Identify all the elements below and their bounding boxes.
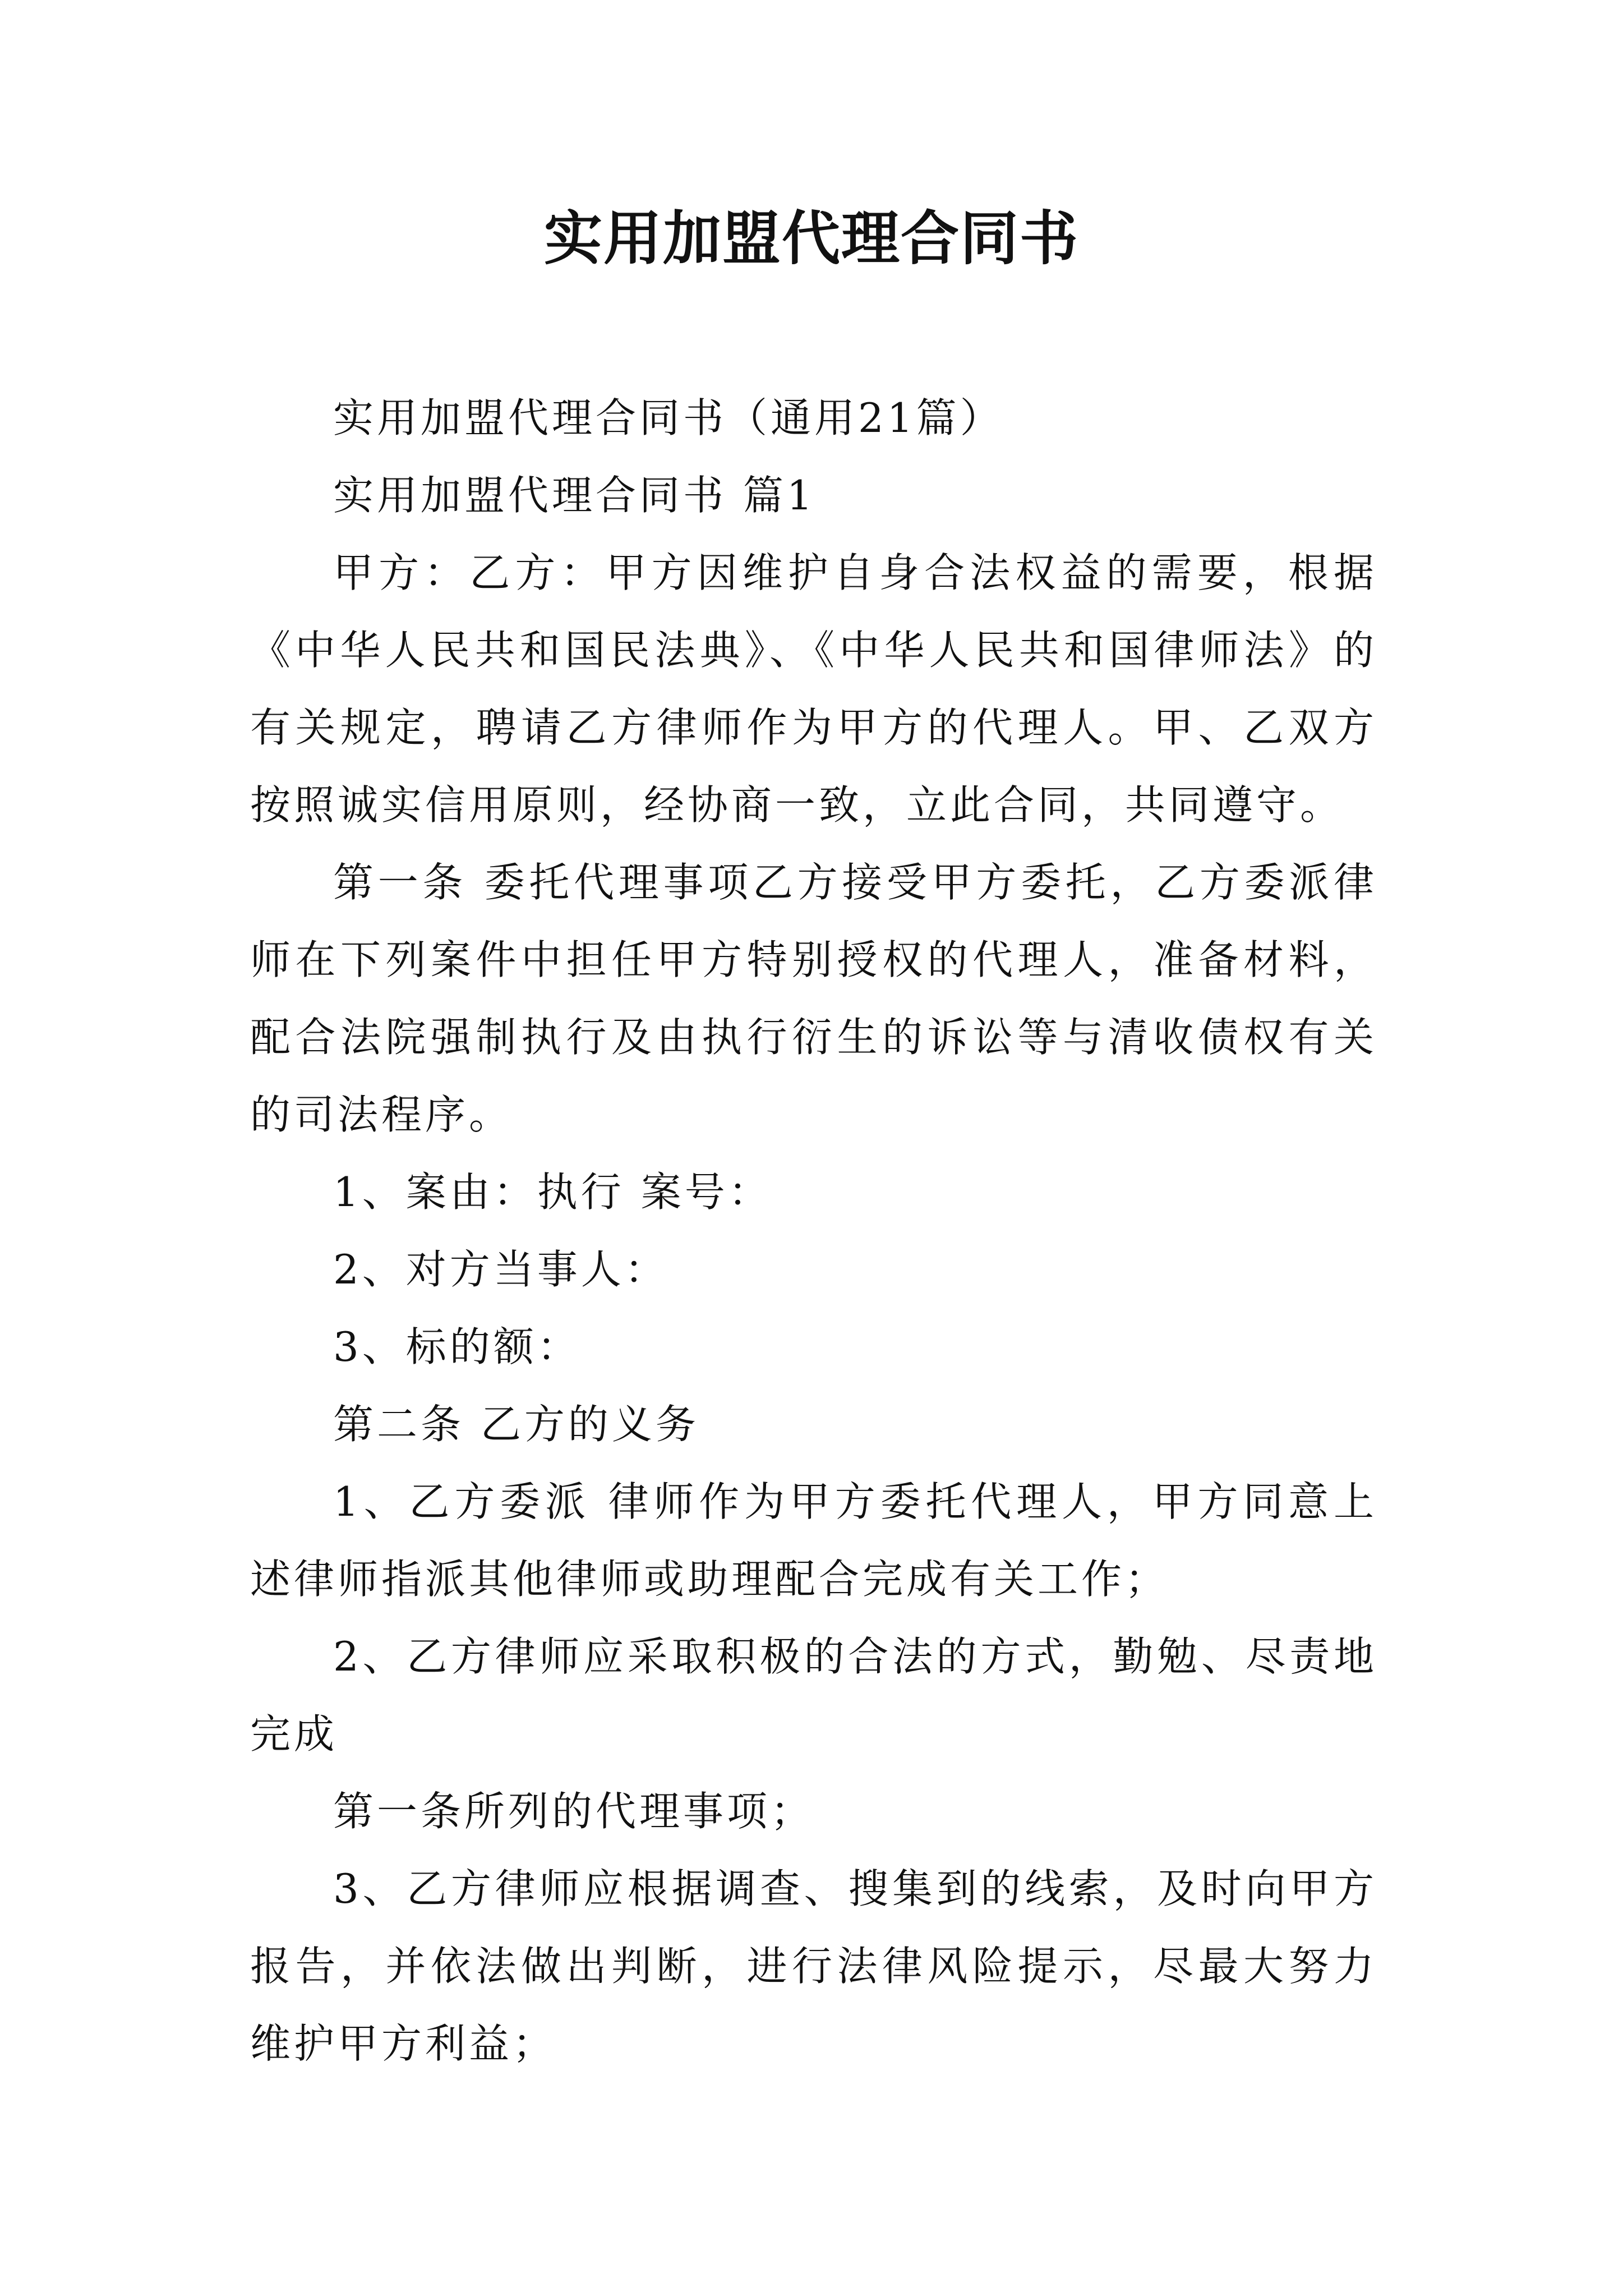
paragraph-opposing-party: 2、对方当事人： <box>333 1246 668 1293</box>
document-title: 实用加盟代理合同书 <box>543 204 1079 273</box>
paragraph-article-two-heading: 第二条 乙方的义务 <box>333 1401 699 1448</box>
paragraph-section-heading: 实用加盟代理合同书 篇1 <box>333 472 816 519</box>
paragraph-parties-preamble: 甲方：乙方：甲方因维护自身合法权益的需要，根据《中华人民共和国民法典》、《中华人民共和国律师法》的有关规定，聘请乙方律师作为甲方的代理人。甲、乙双方按照诚实信用原则，经协商一致，立此合同，共同遵守。 <box>250 549 1377 829</box>
paragraph-duty-two: 2、乙方律师应采取积极的合法的方式，勤勉、尽责地完成 <box>250 1633 1377 1757</box>
document-body <box>250 379 1377 2082</box>
paragraph-collection-heading: 实用加盟代理合同书（通用21篇） <box>333 394 1004 441</box>
paragraph-duty-three: 3、乙方律师应根据调查、搜集到的线索，及时向甲方报告，并依法做出判断，进行法律风险提示，尽最大努力维护甲方利益； <box>250 1865 1377 2067</box>
paragraph-article-one: 第一条 委托代理事项乙方接受甲方委托，乙方委派律师在下列案件中担任甲方特别授权的代理人，准备材料，配合法院强制执行及由执行衍生的诉讼等与清收债权有关的司法程序。 <box>250 859 1377 1138</box>
paragraph-amount: 3、标的额： <box>333 1323 581 1370</box>
paragraph-duty-two-continued: 第一条所列的代理事项； <box>333 1788 815 1835</box>
paragraph-duty-one: 1、乙方委派 律师作为甲方委托代理人，甲方同意上述律师指派其他律师或助理配合完成有关工作； <box>250 1478 1377 1603</box>
paragraph-case-cause: 1、案由：执行 案号： <box>333 1168 772 1216</box>
